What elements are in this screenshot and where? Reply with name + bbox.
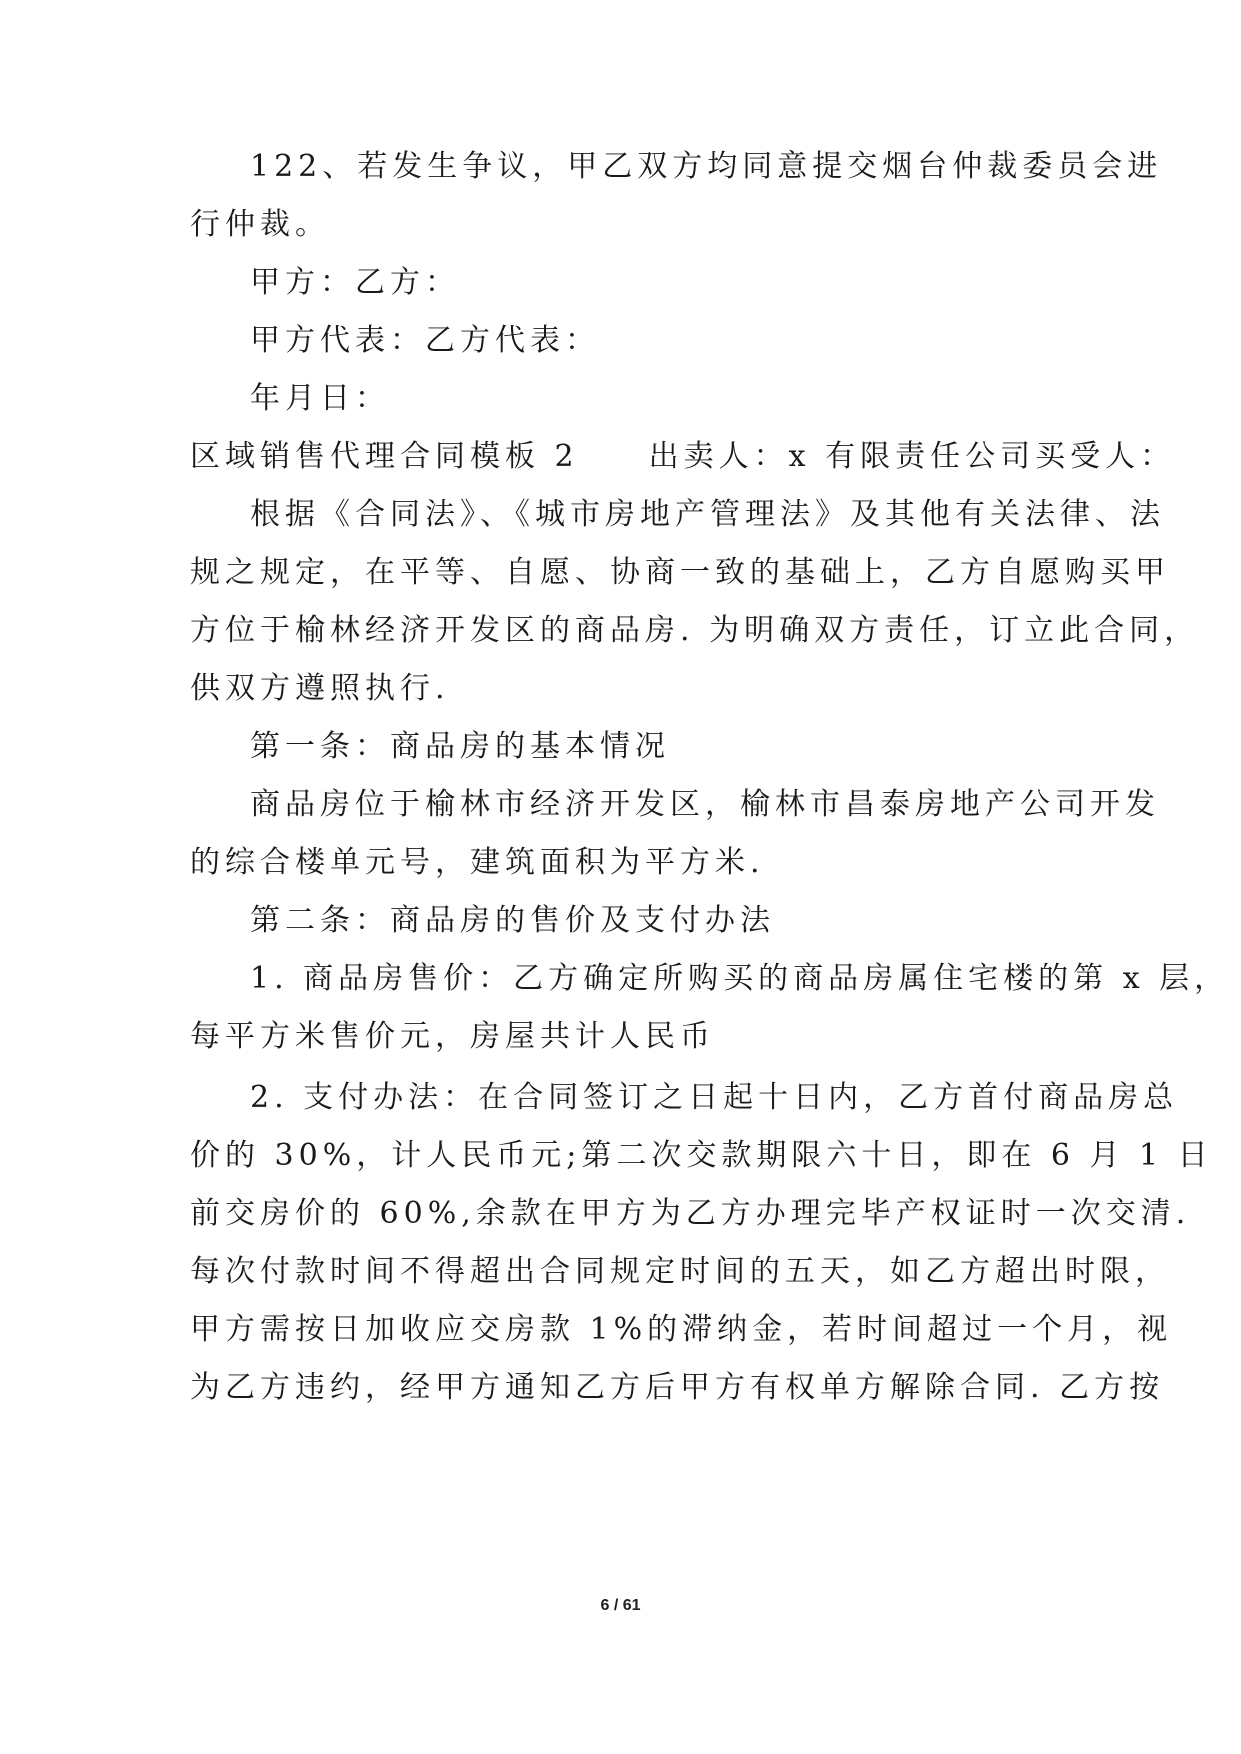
text-line: 商品房位于榆林市经济开发区，榆林市昌泰房地产公司开发 [250, 787, 1160, 822]
text-line: 根据《合同法》、《城市房地产管理法》及其他有关法律、法 [250, 497, 1165, 532]
section-heading: 区域销售代理合同模板 2 出卖人：x 有限责任公司买受人： [190, 439, 1176, 474]
text-line: 甲方代表：乙方代表： [250, 323, 600, 358]
text-line: 为乙方违约，经甲方通知乙方后甲方有权单方解除合同. 乙方按 [190, 1370, 1165, 1405]
text-line: 的综合楼单元号，建筑面积为平方米. [190, 845, 765, 880]
text-line: 每次付款时间不得超出合同规定时间的五天，如乙方超出时限， [190, 1254, 1170, 1289]
article-heading: 第一条：商品房的基本情况 [250, 729, 670, 764]
text-line: 2. 支付办法：在合同签订之日起十日内，乙方首付商品房总 [250, 1080, 1179, 1115]
article-heading: 第二条：商品房的售价及支付办法 [250, 903, 775, 938]
text-line: 价的 30%，计人民币元;第二次交款期限六十日，即在 6 月 1 日 [190, 1138, 1213, 1173]
text-line: 1. 商品房售价：乙方确定所购买的商品房属住宅楼的第 x 层， [250, 961, 1230, 996]
text-line: 行仲裁。 [190, 207, 330, 242]
text-line: 甲方：乙方： [250, 265, 460, 300]
text-line: 方位于榆林经济开发区的商品房. 为明确双方责任，订立此合同， [190, 613, 1200, 648]
text-line: 前交房价的 60%,余款在甲方为乙方办理完毕产权证时一次交清. [190, 1196, 1191, 1231]
text-line: 供双方遵照执行. [190, 671, 450, 706]
text-line: 年月日： [250, 381, 390, 416]
text-line: 规之规定，在平等、自愿、协商一致的基础上，乙方自愿购买甲 [190, 555, 1170, 590]
text-line: 122、若发生争议，甲乙双方均同意提交烟台仲裁委员会进 [250, 149, 1163, 184]
text-line: 甲方需按日加收应交房款 1%的滞纳金，若时间超过一个月，视 [190, 1312, 1173, 1347]
page-number: 6 / 61 [600, 1597, 641, 1614]
text-line: 每平方米售价元，房屋共计人民币 [190, 1019, 715, 1054]
